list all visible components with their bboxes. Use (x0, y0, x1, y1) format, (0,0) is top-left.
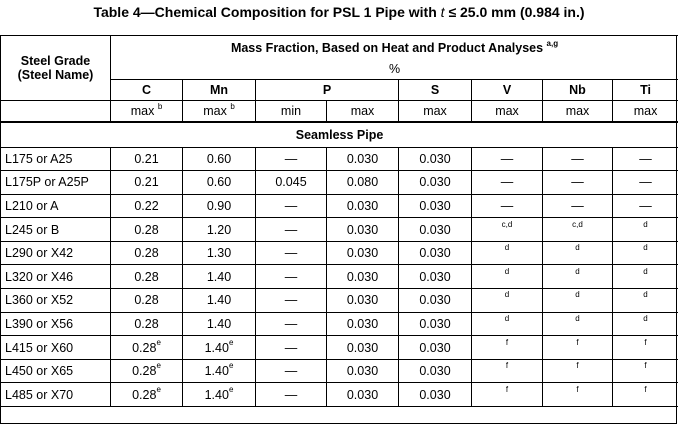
cell-pmax (327, 241, 399, 265)
cell-grade (1, 218, 111, 242)
cell-value: L175P or A25P (5, 175, 89, 190)
cell-v (472, 147, 543, 171)
cell-mn (183, 241, 256, 265)
limit-header-6 (543, 100, 613, 122)
cell-value: L360 or X52 (5, 293, 74, 308)
cell-pmax (327, 312, 399, 336)
table-row (1, 359, 678, 383)
title-italic-t: t (440, 4, 445, 20)
cell-pmin (256, 312, 327, 336)
cell-grade (1, 359, 111, 383)
footnote-ref: d (575, 266, 580, 276)
footnote-ref: f (576, 384, 579, 394)
cell-value: 0.60 (206, 175, 232, 190)
cell-value: 0.030 (346, 246, 379, 261)
cell-value: 0.28 (134, 293, 159, 308)
cell-mn (183, 336, 256, 360)
cell-pmin (256, 218, 327, 242)
cell-mn (183, 171, 256, 195)
cell-value: L175 or A25 (5, 151, 73, 166)
table-row (1, 289, 678, 313)
cell-pmax (327, 194, 399, 218)
cell-ti (613, 218, 678, 242)
footnote-ref: d (575, 243, 580, 253)
cell-mn (183, 194, 256, 218)
footnote-ref: d (575, 290, 580, 300)
mass-fraction-label: Mass Fraction, Based on Heat and Product Analyses (230, 40, 544, 55)
table-row (1, 147, 678, 171)
cell-mn (183, 312, 256, 336)
limit-header-1 (183, 100, 256, 122)
cell-nb (543, 194, 613, 218)
footnote-ref: e (228, 361, 234, 371)
cell-nb (543, 312, 613, 336)
limit-label: max (495, 103, 519, 118)
footnote-ref: d (504, 243, 510, 253)
cell-pmin (256, 359, 327, 383)
cell-ti (613, 312, 678, 336)
footnote-ref: e (156, 384, 161, 394)
cell-grade (1, 194, 111, 218)
cell-grade (1, 289, 111, 313)
cell-grade (1, 171, 111, 195)
cell-c (111, 383, 183, 407)
limit-label: max (565, 103, 590, 118)
cell-v (472, 289, 543, 313)
cell-value: 0.28 (132, 340, 157, 355)
table-row (1, 241, 678, 265)
cell-value: L290 or X42 (5, 246, 74, 261)
cell-c (111, 289, 183, 313)
cell-value: 0.030 (419, 246, 451, 261)
footnote-ref: f (644, 361, 647, 371)
cell-c (111, 312, 183, 336)
cell-value: L485 or X70 (5, 387, 74, 402)
footnote-ref: f (576, 361, 579, 371)
footnote-ref: d (504, 290, 510, 300)
cell-mn (183, 383, 256, 407)
footnote-ref: d (643, 313, 648, 323)
cell-value: 0.28 (134, 246, 159, 261)
cell-c (111, 265, 183, 289)
element-header-ti: Ti (613, 79, 678, 100)
cell-s (399, 383, 472, 407)
cell-v (472, 218, 543, 242)
cell-ti (613, 265, 678, 289)
footnote-ref: d (575, 313, 580, 323)
cell-pmax (327, 171, 399, 195)
table-row (1, 194, 678, 218)
cell-pmin (256, 265, 327, 289)
footnote-ref: f (505, 337, 509, 347)
cell-value: 1.40 (204, 364, 229, 379)
cell-c (111, 336, 183, 360)
cell-grade (1, 241, 111, 265)
cell-pmax (327, 218, 399, 242)
cell-value: 0.21 (134, 151, 159, 166)
cell-v (472, 312, 543, 336)
footnote-ref: e (228, 337, 234, 347)
cell-pmax (327, 359, 399, 383)
footnote-ref: f (505, 361, 509, 371)
cell-value: 0.22 (134, 198, 159, 213)
grade-header (1, 36, 111, 101)
cell-value: L390 or X56 (5, 316, 74, 331)
element-header-p: P (256, 79, 399, 100)
cell-ti (613, 147, 678, 171)
cell-value: — (284, 340, 298, 355)
cell-c (111, 171, 183, 195)
footnote-ref: d (643, 266, 648, 276)
footnote-ref: d (504, 313, 510, 323)
cell-v (472, 265, 543, 289)
cell-value: 1.30 (206, 246, 232, 261)
cell-value: 1.40 (206, 316, 232, 331)
cell-value: 1.20 (206, 222, 232, 237)
footnote-ref: d (643, 243, 648, 253)
title-suffix: ≤ 25.0 mm (0.984 in.) (444, 4, 585, 20)
limit-label: max (203, 103, 227, 118)
cell-s (399, 289, 472, 313)
cell-ti (613, 194, 678, 218)
cell-nb (543, 147, 613, 171)
cell-grade (1, 147, 111, 171)
cell-pmin (256, 194, 327, 218)
footnote-ref: f (644, 384, 647, 394)
grade-header-label: Steel Grade (20, 53, 91, 68)
footnote-ref: e (156, 361, 161, 371)
cell-nb (543, 289, 613, 313)
cell-ti (613, 289, 678, 313)
limit-header-4 (399, 100, 472, 122)
cell-value: 0.030 (419, 198, 451, 213)
cell-value: 0.28 (134, 316, 159, 331)
cell-value: — (284, 222, 298, 237)
limit-header-7 (613, 100, 678, 122)
cell-value: 0.21 (134, 175, 159, 190)
cell-value: — (284, 293, 298, 308)
cell-grade (1, 336, 111, 360)
cell-nb (543, 218, 613, 242)
cell-c (111, 359, 183, 383)
cell-pmax (327, 147, 399, 171)
cell-value: 0.28 (134, 222, 159, 237)
cell-grade (1, 265, 111, 289)
percent-header: % (111, 59, 678, 79)
cell-mn (183, 218, 256, 242)
footnote-ref: d (643, 290, 648, 300)
cell-mn (183, 147, 256, 171)
cell-value: L415 or X60 (5, 340, 74, 355)
cell-value: 0.030 (419, 151, 451, 166)
cell-ti (613, 171, 678, 195)
cell-value: 0.045 (275, 175, 307, 190)
limit-header-3 (327, 100, 399, 122)
cell-value: — (284, 198, 298, 213)
cell-value: 0.030 (346, 340, 379, 355)
cell-value: 0.28 (134, 269, 159, 284)
cell-ti (613, 359, 678, 383)
cell-s (399, 359, 472, 383)
cell-value: 0.030 (419, 387, 451, 402)
cell-value: 0.030 (346, 316, 379, 331)
limit-header-0 (111, 100, 183, 122)
cell-value: 0.030 (346, 222, 379, 237)
cell-pmin (256, 383, 327, 407)
cell-value: — (284, 269, 298, 284)
cell-nb (543, 171, 613, 195)
cell-nb (543, 241, 613, 265)
cell-nb (543, 359, 613, 383)
limit-label: max (350, 103, 375, 118)
element-header-nb: Nb (543, 79, 613, 100)
cell-v (472, 194, 543, 218)
cell-nb (543, 265, 613, 289)
cell-mn (183, 359, 256, 383)
cell-value: 1.40 (204, 387, 229, 402)
cell-value: — (500, 175, 514, 190)
cell-value: 0.030 (346, 151, 379, 166)
element-header-v: V (472, 79, 543, 100)
cell-c (111, 218, 183, 242)
footnote-ref: f (576, 337, 579, 347)
cell-value: 0.030 (419, 269, 451, 284)
limit-header-5 (472, 100, 543, 122)
cell-value: L450 or X65 (5, 364, 74, 379)
cell-c (111, 194, 183, 218)
cell-v (472, 171, 543, 195)
cell-value: — (571, 175, 584, 190)
limit-note: b (230, 101, 235, 111)
limit-label: max (130, 103, 155, 118)
table-row (1, 383, 678, 407)
cell-grade (1, 383, 111, 407)
limit-label: min (280, 103, 302, 118)
table-row (1, 312, 678, 336)
footnote-ref: c,d (572, 219, 583, 229)
cell-value: 0.030 (419, 340, 451, 355)
cell-s (399, 194, 472, 218)
cell-value: 0.030 (419, 316, 451, 331)
footnote-ref: c,d (501, 219, 513, 229)
grade-header-sub: (Steel Name) (17, 67, 94, 82)
cell-value: — (639, 151, 652, 166)
cell-value: 0.030 (419, 175, 451, 190)
grade-limit-blank (1, 100, 111, 122)
cell-pmax (327, 289, 399, 313)
limit-note: b (157, 101, 163, 111)
cell-value: 1.40 (204, 340, 229, 355)
limit-label: max (423, 103, 447, 118)
cell-c (111, 147, 183, 171)
cell-s (399, 147, 472, 171)
cell-value: — (639, 198, 652, 213)
cell-c (111, 241, 183, 265)
footnote-ref: e (156, 337, 161, 347)
footnote-ref: e (228, 384, 234, 394)
cell-value: L210 or A (5, 198, 59, 213)
table-row (1, 336, 678, 360)
cell-value: — (571, 151, 584, 166)
cell-value: 0.030 (346, 387, 379, 402)
table-title (0, 3, 678, 21)
cell-ti (613, 241, 678, 265)
cell-value: 0.60 (206, 151, 232, 166)
cell-value: 0.28 (132, 387, 157, 402)
cell-value: — (500, 198, 514, 213)
section-seamless-pipe: Seamless Pipe (1, 122, 678, 148)
table-row (1, 171, 678, 195)
cell-s (399, 336, 472, 360)
element-header-c: C (111, 79, 183, 100)
title-prefix: Table 4—Chemical Composition for PSL 1 Pipe with (93, 4, 441, 20)
cell-value: L245 or B (5, 222, 60, 237)
table-row (1, 265, 678, 289)
mass-fraction-header (111, 36, 678, 60)
composition-table (0, 35, 678, 407)
cell-v (472, 336, 543, 360)
cell-pmin (256, 336, 327, 360)
cell-value: L320 or X46 (5, 269, 74, 284)
cell-pmax (327, 383, 399, 407)
cell-value: — (284, 151, 298, 166)
cell-nb (543, 383, 613, 407)
cell-s (399, 171, 472, 195)
cell-value: 0.030 (419, 364, 451, 379)
cell-s (399, 265, 472, 289)
cell-value: 0.030 (346, 198, 379, 213)
cell-value: 0.030 (419, 293, 451, 308)
table-row (1, 218, 678, 242)
cell-value: 1.40 (206, 293, 232, 308)
cell-value: 0.030 (346, 293, 379, 308)
cell-value: 0.030 (419, 222, 451, 237)
cell-s (399, 218, 472, 242)
cell-nb (543, 336, 613, 360)
cell-pmax (327, 265, 399, 289)
footnote-ref: d (643, 219, 648, 229)
cell-mn (183, 289, 256, 313)
cell-v (472, 241, 543, 265)
cell-ti (613, 336, 678, 360)
footnote-ref: f (505, 384, 509, 394)
cell-value: — (500, 151, 514, 166)
cell-ti (613, 383, 678, 407)
limit-header-2 (256, 100, 327, 122)
footnote-ref: d (504, 266, 510, 276)
cell-pmin (256, 241, 327, 265)
cell-v (472, 383, 543, 407)
cell-s (399, 241, 472, 265)
cell-mn (183, 265, 256, 289)
cell-value: — (571, 198, 584, 213)
cell-value: 0.030 (346, 269, 379, 284)
cell-value: — (284, 364, 298, 379)
cell-pmin (256, 289, 327, 313)
cell-grade (1, 312, 111, 336)
element-header-s: S (399, 79, 472, 100)
cell-s (399, 312, 472, 336)
cell-value: 0.080 (346, 175, 379, 190)
cell-value: 0.28 (132, 364, 157, 379)
cell-value: 0.90 (206, 198, 232, 213)
element-header-mn: Mn (183, 79, 256, 100)
cell-value: — (284, 246, 298, 261)
cell-value: 1.40 (206, 269, 232, 284)
cell-pmin (256, 171, 327, 195)
cell-value: 0.030 (346, 364, 379, 379)
footnote-ref: f (644, 337, 647, 347)
mass-fraction-note: a,g (546, 38, 559, 48)
cell-value: — (639, 175, 652, 190)
cell-pmax (327, 336, 399, 360)
cell-v (472, 359, 543, 383)
cell-value: — (284, 387, 298, 402)
cell-value: — (284, 316, 298, 331)
cell-pmin (256, 147, 327, 171)
limit-label: max (633, 103, 658, 118)
